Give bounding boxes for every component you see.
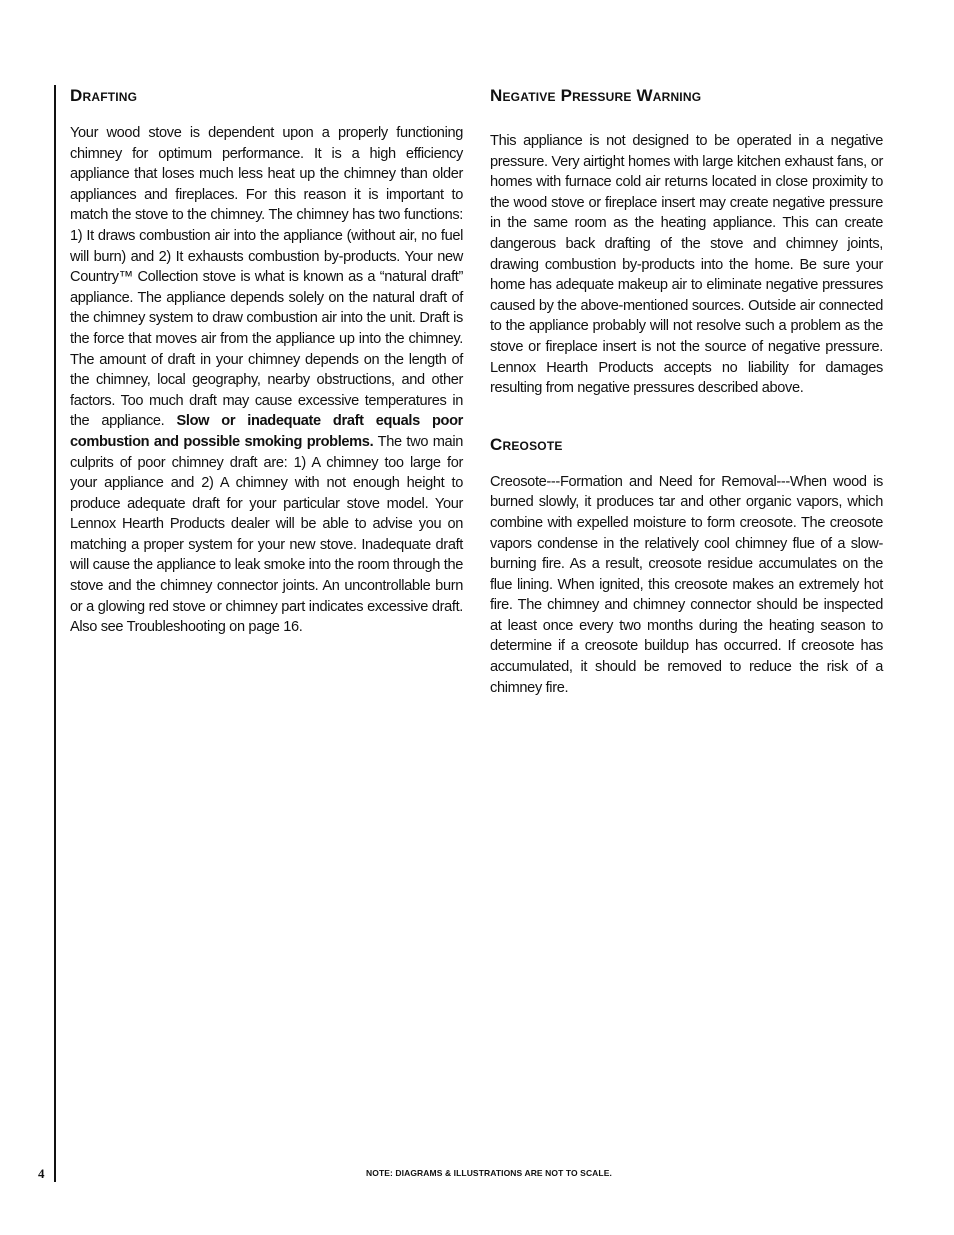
- margin-rule: [54, 85, 56, 1182]
- footer-note: NOTE: DIAGRAMS & ILLUSTRATIONS ARE NOT TO SCALE.: [366, 1168, 612, 1178]
- negative-pressure-heading: Negative Pressure Warning: [490, 86, 702, 105]
- drafting-text-1: Your wood stove is dependent upon a properly functioning chimney for optimum performance. It is a high efficiency appliance that loses much less heat up the chimney than older appliances and fireplaces. For this reason it is important to match the stove to the chimney. The chimney has two functions: 1) It draws combustion air into the appliance (without air, no fuel will burn) and 2) It exhausts combustion by-products. Your new Country™ Collection stove is what is known as a “natural draft” appliance. The appliance depends solely on the natural draft of the chimney system to draw combustion air into the unit. Draft is the force that moves air from the appliance up into the chimney. The amount of draft in your chimney depends on the length of the chimney, local geography, nearby obstructions, and other factors. Too much draft may cause excessive temperatures in the appliance.: [70, 125, 463, 430]
- negative-pressure-paragraph: This appliance is not designed to be operated in a negative pressure. Very airtight homes with large kitchen exhaust fans, or homes with furnace cold air returns located in close proximity to the wood stove or fireplace insert may create negative pressure in the same room as the heating appliance. This can create dangerous back drafting of the stove and chimney joints, drawing combustion by-products into the home. Be sure your home has adequate makeup air to eliminate negative pressures caused by the above-mentioned sources. Outside air connected to the appliance probably will not resolve such a problem as the stove or fireplace insert is not the source of negative pressure. Lennox Hearth Products accepts no liability for damages resulting from negative pressures described above.: [490, 133, 883, 397]
- drafting-paragraph: [70, 123, 463, 638]
- drafting-heading: Drafting: [70, 86, 138, 105]
- left-column: [70, 84, 463, 638]
- right-column: [490, 84, 883, 698]
- page-number: 4: [38, 1166, 45, 1181]
- drafting-bold-text: Slow or inadequate draft equals poor combustion and possible smoking problems.: [70, 413, 463, 450]
- creosote-heading: Creosote: [490, 434, 563, 454]
- drafting-text-2: The two main culprits of poor chimney draft are: 1) A chimney too large for your appliance and 2) A chimney with not enough height to produce adequate draft for your particular stove model. Your Lennox Hearth Products dealer will be able to advise you on matching a proper system for your new stove. Inadequate draft will cause the appliance to leak smoke into the room through the stove and the chimney connector joints. An uncontrollable burn or a glowing red stove or chimney part indicates excessive draft. Also see Troubleshooting on page 16.: [70, 433, 463, 636]
- creosote-paragraph: Creosote---Formation and Need for Removal---When wood is burned slowly, it produces tar and other organic vapors, which combine with expelled moisture to form creosote. The creosote vapors condense in the relatively cool chimney flue of a slow-burning fire. As a result, creosote residue accumulates on the flue lining. When ignited, this creosote makes an extremely hot fire. The chimney and chimney connector should be inspected at least once every two months during the heating season to determine if a creosote buildup has occurred. If creosote has accumulated, it should be removed to reduce the risk of a chimney fire.: [490, 473, 883, 696]
